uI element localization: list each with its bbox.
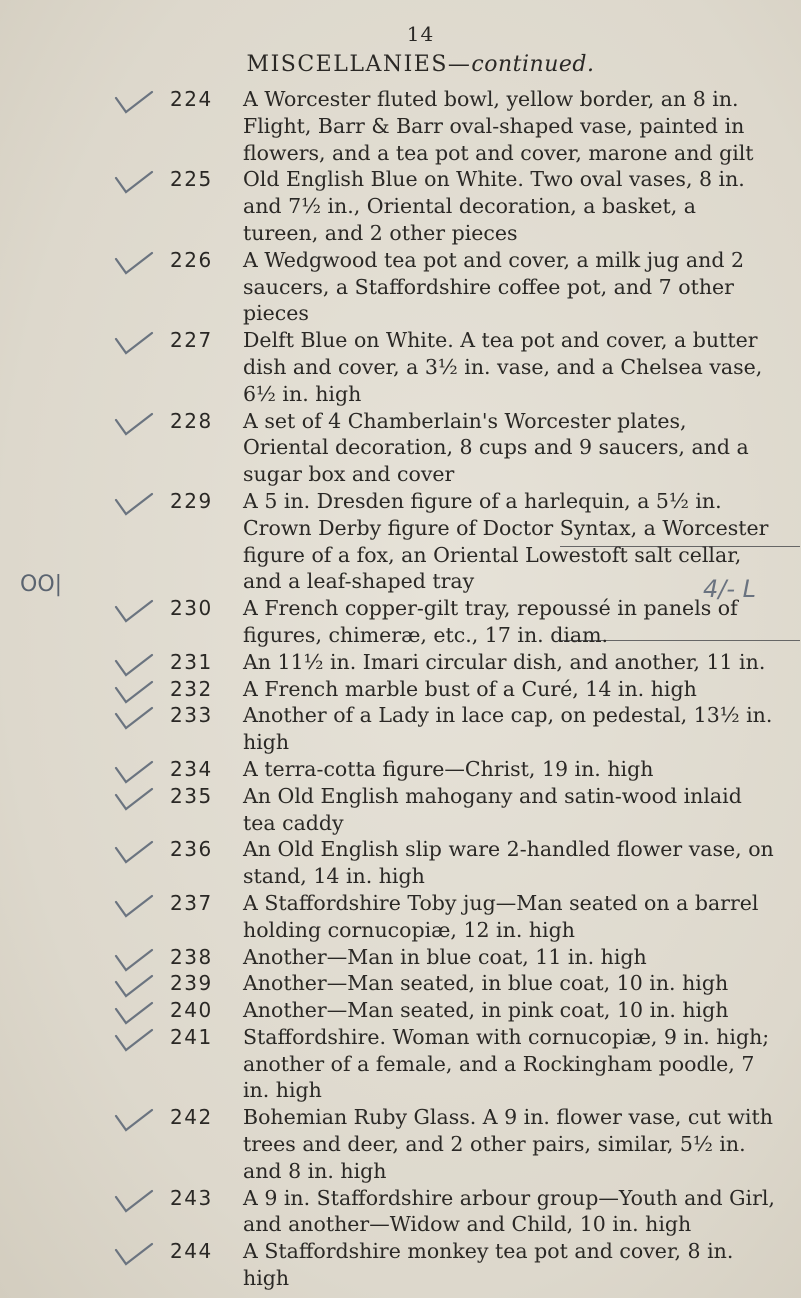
tick-mark-icon — [110, 490, 160, 516]
heading-main: MISCELLANIES — [246, 52, 448, 77]
lot-description: Another of a Lady in lace cap, on pedestal, 13½ in. high — [243, 703, 773, 755]
lot-entry — [0, 408, 801, 488]
lot-number: 243 — [170, 1185, 213, 1210]
tick-mark-icon — [110, 88, 160, 114]
lot-number: 238 — [170, 944, 213, 969]
lot-description: A 9 in. Staffordshire arbour group—Youth and Girl, and another—Widow and Child, 10 in. high — [243, 1185, 775, 1237]
lot-entry — [0, 944, 801, 971]
margin-annotation-right: 4/- L — [703, 575, 757, 603]
lot-description: An Old English mahogany and satin-wood inlaid tea caddy — [243, 783, 742, 835]
lot-number: 236 — [170, 837, 213, 862]
lot-entry — [0, 649, 801, 676]
lot-entry — [0, 1104, 801, 1184]
lot-entry — [0, 1185, 801, 1239]
tick-mark-icon — [110, 1106, 160, 1132]
lot-entry — [0, 702, 801, 756]
lot-entry — [0, 756, 801, 783]
lot-number: 224 — [170, 87, 213, 111]
tick-mark-icon — [110, 651, 160, 677]
lot-description: Another—Man in blue coat, 11 in. high — [243, 944, 647, 969]
lot-description: A terra-cotta figure—Christ, 19 in. high — [243, 756, 654, 781]
lot-number: 227 — [170, 328, 213, 353]
lot-description: A French marble bust of a Curé, 14 in. high — [243, 676, 697, 701]
tick-mark-icon — [110, 946, 160, 972]
tick-mark-icon — [110, 972, 160, 998]
lot-number: 237 — [170, 890, 213, 915]
tick-mark-icon — [110, 704, 160, 730]
lot-number: 231 — [170, 649, 213, 674]
tick-mark-icon — [110, 678, 160, 704]
heading-continued: continued. — [471, 52, 595, 77]
tick-mark-icon — [110, 892, 160, 918]
page-heading: MISCELLANIES—continued. — [246, 52, 595, 77]
lot-description: Delft Blue on White. A tea pot and cover, a butter dish and cover, a 3½ in. vase, and a Chelsea vase, 6½ in. high — [243, 328, 763, 406]
lot-number: 232 — [170, 676, 213, 701]
lot-entry — [0, 783, 801, 837]
lot-description: A 5 in. Dresden figure of a harlequin, a 5½ in. Crown Derby figure of Doctor Syntax, a Worcester figure of a fox, an Oriental Lowestoft salt cellar, and a leaf-shaped tray — [243, 488, 769, 594]
lot-entry — [0, 890, 801, 944]
lot-entry — [0, 595, 801, 649]
lot-number: 234 — [170, 756, 213, 781]
lot-entry — [0, 166, 801, 246]
lot-number: 228 — [170, 408, 213, 433]
lot-number: 240 — [170, 998, 213, 1023]
tick-mark-icon — [110, 1187, 160, 1213]
lot-number: 242 — [170, 1105, 213, 1130]
lot-description: A set of 4 Chamberlain's Worcester plates, Oriental decoration, 8 cups and 9 saucers, and a sugar box and cover — [243, 408, 749, 487]
tick-mark-icon — [110, 168, 160, 194]
lot-number: 225 — [170, 167, 213, 192]
lot-description: Another—Man seated, in blue coat, 10 in. high — [243, 971, 729, 996]
lot-list — [0, 86, 801, 1292]
lot-entry — [0, 247, 801, 327]
lot-entry — [0, 836, 801, 890]
lot-description: A Staffordshire Toby jug—Man seated on a barrel holding cornucopiæ, 12 in. high — [243, 890, 759, 942]
lot-description: A French copper-gilt tray, repoussé in panels of figures, chimeræ, etc., 17 in. diam. — [243, 596, 738, 647]
page-number: 14 — [406, 22, 435, 46]
tick-mark-icon — [110, 999, 160, 1025]
lot-entry — [0, 327, 801, 407]
lot-description: Old English Blue on White. Two oval vases, 8 in. and 7½ in., Oriental decoration, a basket, a tureen, and 2 other pieces — [243, 167, 745, 245]
lot-number: 230 — [170, 596, 213, 621]
lot-number: 226 — [170, 247, 213, 272]
tick-mark-icon — [110, 329, 160, 355]
tick-mark-icon — [110, 785, 160, 811]
lot-entry — [0, 1238, 801, 1292]
tick-mark-icon — [110, 249, 160, 275]
tick-mark-icon — [110, 597, 160, 623]
tick-mark-icon — [110, 758, 160, 784]
lot-entry — [0, 488, 801, 595]
lot-description: An Old English slip ware 2-handled flower vase, on stand, 14 in. high — [243, 837, 774, 889]
lot-description: Bohemian Ruby Glass. A 9 in. flower vase, cut with trees and deer, and 2 other pairs, similar, 5½ in. and 8 in. high — [243, 1105, 773, 1183]
lot-description: A Staffordshire monkey tea pot and cover, 8 in. high — [243, 1239, 734, 1291]
lot-entry — [0, 1024, 801, 1104]
lot-description: An 11½ in. Imari circular dish, and another, 11 in. — [243, 649, 766, 674]
lot-description: Staffordshire. Woman with cornucopiæ, 9 in. high; another of a female, and a Rockingham poodle, 7 in. high — [243, 1024, 770, 1103]
lot-number: 244 — [170, 1239, 213, 1264]
margin-annotation-left: OO| — [20, 572, 63, 597]
tick-mark-icon — [110, 838, 160, 864]
lot-description: A Wedgwood tea pot and cover, a milk jug and 2 saucers, a Staffordshire coffee pot, and 7 other pieces — [243, 247, 745, 326]
lot-entry — [0, 676, 801, 703]
lot-entry — [0, 86, 801, 166]
lot-description: A Worcester fluted bowl, yellow border, an 8 in. Flight, Barr & Barr oval-shaped vase, painted in flowers, and a tea pot and cover, marone and gilt — [243, 87, 754, 165]
lot-number: 241 — [170, 1024, 213, 1049]
lot-number: 229 — [170, 488, 213, 513]
tick-mark-icon — [110, 1240, 160, 1266]
lot-entry — [0, 997, 801, 1024]
lot-number: 233 — [170, 703, 213, 728]
lot-description: Another—Man seated, in pink coat, 10 in. high — [243, 998, 729, 1023]
lot-entry — [0, 970, 801, 997]
lot-number: 235 — [170, 783, 213, 808]
tick-mark-icon — [110, 1026, 160, 1052]
tick-mark-icon — [110, 410, 160, 436]
lot-number: 239 — [170, 971, 213, 996]
